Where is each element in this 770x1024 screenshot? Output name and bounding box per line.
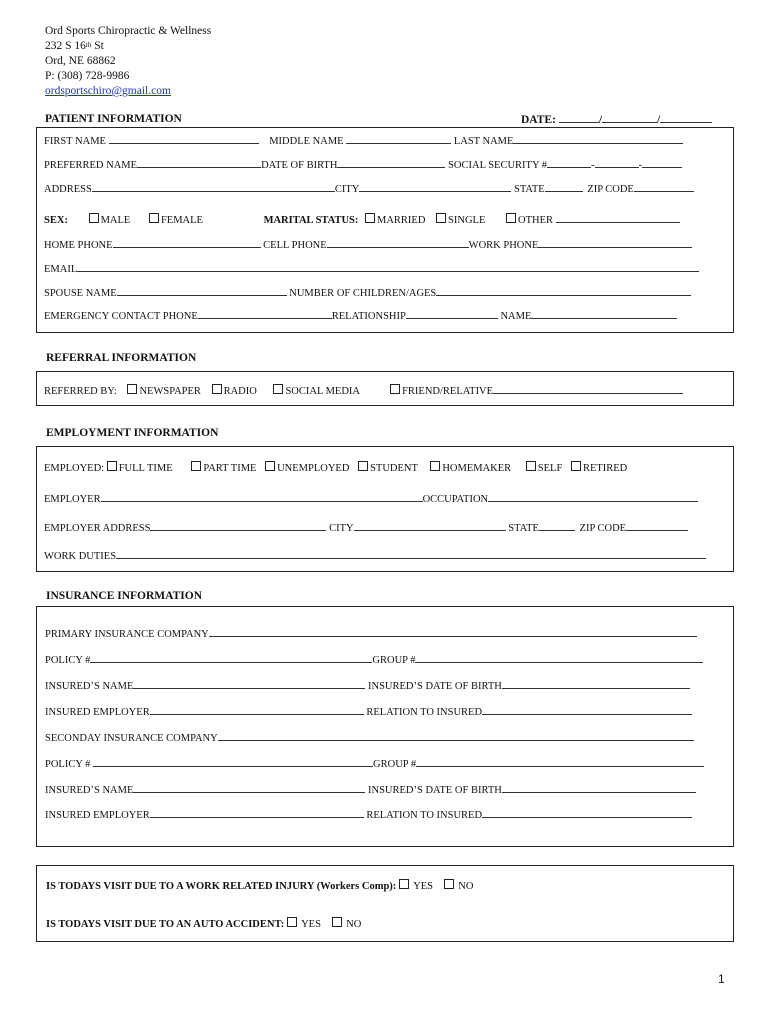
auto-accident-no-checkbox[interactable]	[332, 917, 342, 927]
primary-relation-field[interactable]	[482, 705, 692, 715]
work-injury-question: IS TODAYS VISIT DUE TO A WORK RELATED INJURY (Workers Comp):	[46, 881, 397, 892]
secondary-group-label: GROUP #	[373, 759, 417, 770]
employment-section-title: EMPLOYMENT INFORMATION	[46, 427, 219, 439]
address-label: ADDRESS	[44, 184, 92, 195]
sex-marital-row: SEX: MALE FEMALE MARITAL STATUS: MARRIED SINGLE OTHER	[44, 213, 680, 226]
zip-label: ZIP CODE	[587, 184, 634, 195]
self-checkbox[interactable]	[526, 461, 536, 471]
retired-label: RETIRED	[582, 463, 628, 474]
practice-header	[45, 24, 211, 99]
secondary-relation-field[interactable]	[482, 808, 692, 818]
student-checkbox[interactable]	[358, 461, 368, 471]
city-label: CITY	[334, 184, 360, 195]
secondary-company-label: SECONDAY INSURANCE COMPANY	[45, 733, 218, 744]
radio-label: RADIO	[223, 386, 257, 397]
work-injury-yes-checkbox[interactable]	[399, 879, 409, 889]
primary-insured-name-field[interactable]	[133, 679, 365, 689]
primary-insured-name-label: INSURED’S NAME	[45, 681, 134, 692]
radio-option[interactable]	[212, 386, 257, 397]
married-checkbox[interactable]	[365, 213, 375, 223]
employer-city-label: CITY	[329, 523, 354, 534]
employer-field[interactable]	[101, 492, 423, 502]
practice-address-line2: Ord, NE 68862	[45, 55, 116, 67]
phone-row	[44, 238, 692, 251]
work-phone-label: WORK PHONE	[468, 240, 539, 251]
employer-state-field[interactable]	[539, 521, 575, 531]
single-checkbox[interactable]	[436, 213, 446, 223]
secondary-employer-row	[45, 808, 692, 821]
auto-accident-yes-label: YES	[301, 919, 321, 930]
friend-checkbox[interactable]	[390, 384, 400, 394]
marital-label: MARITAL STATUS	[263, 215, 355, 226]
page-number: 1	[718, 972, 725, 986]
secondary-policy-row	[45, 757, 704, 770]
secondary-insured-name-label: INSURED’S NAME	[45, 785, 134, 796]
male-label: MALE	[100, 215, 131, 226]
social-media-checkbox[interactable]	[273, 384, 283, 394]
ssn-field-1[interactable]	[547, 158, 591, 168]
last-name-label: LAST NAME	[453, 136, 514, 147]
homemaker-label: HOMEMAKER	[442, 463, 512, 474]
primary-policy-field[interactable]	[90, 653, 372, 663]
social-media-label: SOCIAL MEDIA	[285, 386, 360, 397]
social-option[interactable]	[273, 386, 359, 397]
primary-policy-label: POLICY #	[45, 655, 91, 666]
primary-insured-employer-field[interactable]	[150, 705, 364, 715]
email-row	[44, 262, 699, 275]
primary-company-label: PRIMARY INSURANCE COMPANY	[45, 629, 209, 640]
preferred-name-label: PREFERRED NAME	[44, 160, 138, 171]
address-suffix: St	[91, 40, 104, 52]
friend-option[interactable]	[390, 386, 683, 397]
full-time-checkbox[interactable]	[107, 461, 117, 471]
home-phone-field[interactable]	[113, 238, 261, 248]
emergency-phone-field[interactable]	[198, 309, 332, 319]
other-checkbox[interactable]	[506, 213, 516, 223]
secondary-insured-row	[45, 783, 696, 796]
name-row	[44, 134, 683, 147]
relationship-label: RELATIONSHIP	[331, 311, 406, 322]
primary-relation-label: RELATION TO INSURED	[366, 707, 483, 718]
spouse-row	[44, 286, 691, 299]
ssn-label: SOCIAL SECURITY #	[448, 160, 548, 171]
last-name-field[interactable]	[513, 134, 683, 144]
occupation-label: OCCUPATION	[422, 494, 489, 505]
married-label: MARRIED	[377, 215, 426, 226]
part-time-checkbox[interactable]	[191, 461, 201, 471]
secondary-insured-dob-label: INSURED’S DATE OF BIRTH	[368, 785, 502, 796]
work-duties-row	[44, 549, 706, 562]
newspaper-option[interactable]	[127, 386, 200, 397]
date-field[interactable]: DATE: / /	[521, 113, 712, 126]
home-phone-label: HOME PHONE	[44, 240, 113, 251]
employed-row	[44, 461, 627, 474]
male-checkbox[interactable]	[89, 213, 99, 223]
female-checkbox[interactable]	[149, 213, 159, 223]
preferred-name-field[interactable]	[137, 158, 261, 168]
employer-city-field[interactable]	[354, 521, 506, 531]
cell-phone-field[interactable]	[327, 238, 469, 248]
female-label: FEMALE	[160, 215, 203, 226]
friend-field[interactable]	[493, 384, 683, 394]
work-injury-no[interactable]	[444, 881, 474, 892]
auto-accident-row	[46, 917, 361, 930]
employer-zip-field[interactable]	[626, 521, 688, 531]
email-field[interactable]	[77, 262, 699, 272]
work-duties-field[interactable]	[116, 549, 706, 559]
secondary-relation-label: RELATION TO INSURED	[366, 810, 483, 821]
city-field[interactable]	[359, 182, 511, 192]
unemployed-label: UNEMPLOYED	[277, 463, 350, 474]
address-street: 232 S 16	[45, 40, 86, 52]
dob-label: DATE OF BIRTH	[261, 160, 338, 171]
first-name-label: FIRST NAME	[44, 136, 106, 147]
practice-name: Ord Sports Chiropractic & Wellness	[45, 25, 212, 37]
children-label: NUMBER OF CHILDREN/AGES	[289, 288, 437, 299]
practice-phone: P: (308) 728-9986	[45, 70, 130, 82]
referral-row	[44, 384, 683, 397]
emergency-label: EMERGENCY CONTACT PHONE	[44, 311, 198, 322]
single-label: SINGLE	[448, 215, 486, 226]
address-sup: th	[85, 41, 92, 49]
state-label: STATE	[513, 184, 545, 195]
employed-label: EMPLOYED:	[44, 463, 105, 474]
insurance-section-title: INSURANCE INFORMATION	[46, 590, 203, 602]
middle-name-field[interactable]	[346, 134, 451, 144]
employer-state-label: STATE	[508, 523, 539, 534]
secondary-insured-employer-field[interactable]	[150, 808, 364, 818]
employer-address-field[interactable]	[150, 521, 326, 531]
referred-by-label: REFERRED BY:	[44, 386, 117, 397]
sex-label: SEX	[44, 215, 65, 226]
newspaper-checkbox[interactable]	[127, 384, 137, 394]
employer-zip-label: ZIP CODE	[579, 523, 627, 534]
work-duties-label: WORK DUTIES	[44, 551, 117, 562]
name-label: NAME	[500, 311, 532, 322]
work-injury-yes-label: YES	[413, 881, 434, 892]
first-name-field[interactable]	[109, 134, 259, 144]
children-field[interactable]	[436, 286, 691, 296]
auto-accident-question: IS TODAYS VISIT DUE TO AN AUTO ACCIDENT:	[46, 919, 285, 930]
unemployed-option[interactable]	[265, 463, 349, 474]
secondary-insured-dob-field[interactable]	[502, 783, 696, 793]
retired-checkbox[interactable]	[571, 461, 581, 471]
employer-label: EMPLOYER	[44, 494, 101, 505]
emergency-name-field[interactable]	[531, 309, 677, 319]
work-injury-yes[interactable]	[399, 881, 433, 892]
ssn-field-2[interactable]	[595, 158, 639, 168]
work-injury-row	[46, 879, 473, 892]
self-label: SELF	[537, 463, 563, 474]
student-label: STUDENT	[370, 463, 418, 474]
relationship-field[interactable]	[406, 309, 498, 319]
part-time-option[interactable]	[191, 463, 256, 474]
primary-policy-row	[45, 653, 703, 666]
primary-group-label: GROUP #	[372, 655, 416, 666]
other-field[interactable]	[556, 213, 680, 223]
zip-field[interactable]	[634, 182, 694, 192]
auto-accident-no-label: NO	[346, 919, 362, 930]
single-option[interactable]	[436, 215, 485, 226]
secondary-insured-employer-label: INSURED EMPLOYER	[45, 810, 150, 821]
spouse-label: SPOUSE NAME	[44, 288, 117, 299]
secondary-group-field[interactable]	[416, 757, 704, 767]
secondary-policy-field[interactable]	[93, 757, 373, 767]
secondary-company-row	[45, 731, 694, 744]
patient-section-title: PATIENT INFORMATION	[45, 113, 182, 125]
full-time-label: FULL TIME	[118, 463, 173, 474]
female-option[interactable]	[149, 215, 203, 226]
self-option[interactable]	[526, 463, 563, 474]
primary-insured-dob-label: INSURED’S DATE OF BIRTH	[368, 681, 502, 692]
cell-phone-label: CELL PHONE	[263, 240, 327, 251]
other-option[interactable]	[506, 215, 680, 226]
dob-field[interactable]	[337, 158, 445, 168]
secondary-policy-label: POLICY #	[45, 759, 91, 770]
auto-accident-no[interactable]	[332, 919, 362, 930]
state-field[interactable]	[545, 182, 583, 192]
newspaper-label: NEWSPAPER	[139, 386, 201, 397]
referral-section-title: REFERRAL INFORMATION	[46, 352, 197, 364]
homemaker-option[interactable]	[430, 463, 511, 474]
primary-insured-dob-field[interactable]	[502, 679, 690, 689]
auto-accident-yes-checkbox[interactable]	[287, 917, 297, 927]
date-label: DATE:	[521, 114, 556, 126]
married-option[interactable]	[365, 215, 425, 226]
primary-employer-row	[45, 705, 692, 718]
preferred-row: PREFERRED NAME DATE OF BIRTH SOCIAL SECURITY # - -	[44, 158, 682, 171]
email-label: EMAIL	[44, 264, 78, 275]
emergency-row	[44, 309, 677, 322]
primary-insured-employer-label: INSURED EMPLOYER	[45, 707, 150, 718]
occupation-field[interactable]	[488, 492, 698, 502]
primary-company-field[interactable]	[209, 627, 697, 637]
practice-email-link[interactable]: ordsportschiro@gmail.com	[45, 85, 171, 97]
work-injury-no-label: NO	[458, 881, 474, 892]
middle-name-label: MIDDLE NAME	[269, 136, 344, 147]
secondary-company-field[interactable]	[218, 731, 694, 741]
radio-checkbox[interactable]	[212, 384, 222, 394]
primary-group-field[interactable]	[415, 653, 703, 663]
injury-box	[36, 865, 734, 942]
retired-option[interactable]	[571, 463, 627, 474]
spouse-field[interactable]	[117, 286, 287, 296]
primary-company-row	[45, 627, 697, 640]
friend-label: FRIEND/RELATIVE	[402, 386, 494, 397]
work-phone-field[interactable]	[538, 238, 692, 248]
part-time-label: PART TIME	[203, 463, 257, 474]
male-option[interactable]	[89, 215, 131, 226]
work-injury-no-checkbox[interactable]	[444, 879, 454, 889]
primary-insured-row	[45, 679, 690, 692]
full-time-option[interactable]	[107, 463, 173, 474]
homemaker-checkbox[interactable]	[430, 461, 440, 471]
other-label: OTHER	[518, 215, 554, 226]
employer-row	[44, 492, 698, 505]
address-row	[44, 182, 694, 195]
practice-address-line1	[45, 39, 211, 54]
student-option[interactable]	[358, 463, 418, 474]
secondary-insured-name-field[interactable]	[133, 783, 365, 793]
unemployed-checkbox[interactable]	[265, 461, 275, 471]
ssn-field-3[interactable]	[642, 158, 682, 168]
auto-accident-yes[interactable]	[287, 919, 321, 930]
address-field[interactable]	[92, 182, 335, 192]
employer-address-row	[44, 521, 688, 534]
employer-address-label: EMPLOYER ADDRESS	[44, 523, 151, 534]
